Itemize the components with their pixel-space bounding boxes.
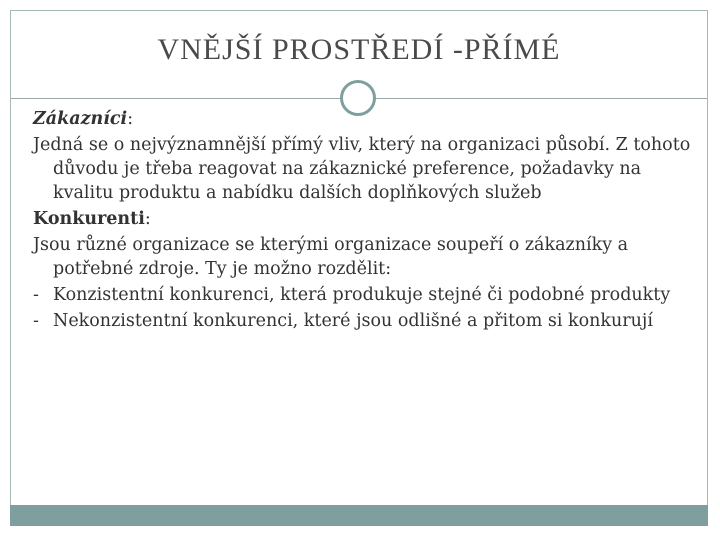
competitors-heading-colon: : [144,209,151,229]
customers-heading-label: Zákazníci [33,109,128,129]
list-item-text: Nekonzistentní konkurenci, které jsou odlišné a přitom si konkurují [53,311,653,331]
list-item [33,309,703,333]
list-item-dash: - [33,311,39,331]
competitors-heading-label: Konkurenti [33,209,145,229]
slide-footer-band [10,505,708,526]
customers-heading-colon: : [127,109,134,129]
customers-heading [33,107,703,131]
customers-paragraph: Jedná se o nejvýznamnější přímý vliv, který na organizaci působí. Z tohoto důvodu je třeba reagovat na zákaznické preference, požadavky na kvalitu produktu a nabídku dalších doplňkových služeb [33,135,691,203]
competitors-paragraph: Jsou různé organizace se kterými organizace soupeří o zákazníky a potřebné zdroje. Ty je možno rozdělit: [33,235,629,279]
list-item [33,283,703,307]
slide-content [33,107,703,335]
competitors-heading [33,207,703,231]
list-item-text: Konzistentní konkurenci, která produkuje stejné či podobné produkty [53,285,671,305]
slide-title: VNĚJŠÍ PROSTŘEDÍ -PŘÍMÉ [157,33,561,66]
list-item-dash: - [33,285,39,305]
